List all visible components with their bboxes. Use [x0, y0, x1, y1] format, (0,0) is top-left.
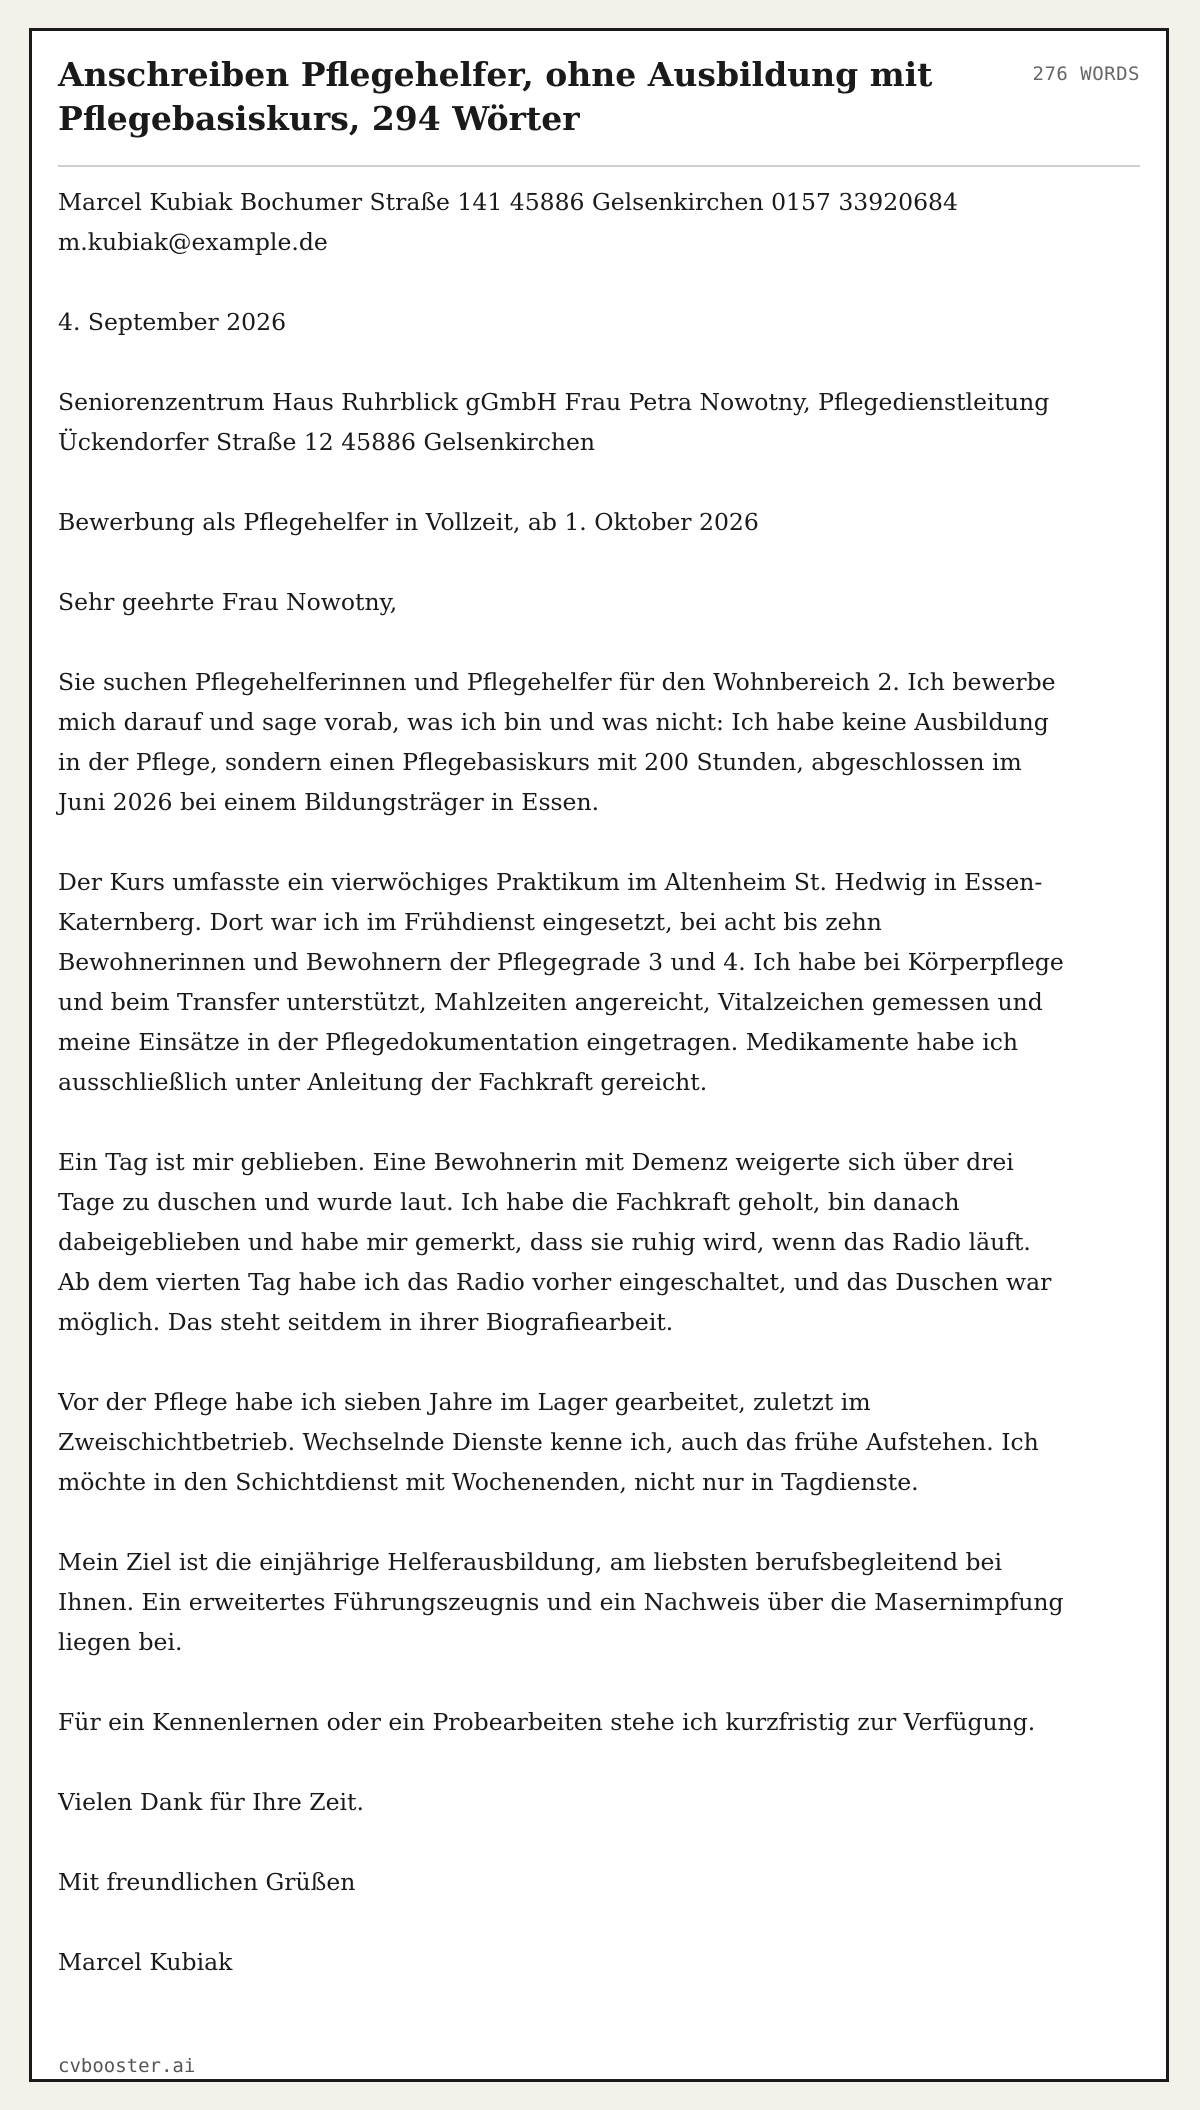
closing: Mit freundlichen Grüßen — [58, 1868, 356, 1896]
paragraph-5: Mein Ziel ist die einjährige Helferausbildung, am liebsten berufsbegleitend bei Ihnen. Ein erweitertes Führungszeugnis und ein Nachweis über die Masernimpfung liegen bei. — [58, 1548, 1064, 1656]
salutation: Sehr geehrte Frau Nowotny, — [58, 588, 398, 616]
paragraph-7: Vielen Dank für Ihre Zeit. — [58, 1788, 364, 1816]
footer-brand: cvbooster.ai — [58, 2055, 196, 2077]
document-header — [58, 53, 1140, 167]
paragraph-1: Sie suchen Pflegehelferinnen und Pflegehelfer für den Wohnbereich 2. Ich bewerbe mich darauf und sage vorab, was ich bin und was nicht: Ich habe keine Ausbildung in der Pflege, sondern einen Pflegebasiskurs mit 200 Stunden, abgeschlossen im Juni 2026 bei einem Bildungsträger in Essen. — [58, 668, 1056, 816]
paragraph-4: Vor der Pflege habe ich sieben Jahre im Lager gearbeitet, zuletzt im Zweischichtbetrieb. Wechselnde Dienste kenne ich, auch das frühe Aufstehen. Ich möchte in den Schichtdienst mit Wochenenden, nicht nur in Tagdienste. — [58, 1388, 1039, 1496]
paragraph-6: Für ein Kennenlernen oder ein Probearbeiten stehe ich kurzfristig zur Verfügung. — [58, 1708, 1036, 1736]
letter-subject: Bewerbung als Pflegehelfer in Vollzeit, ab 1. Oktober 2026 — [58, 508, 759, 536]
letter-date: 4. September 2026 — [58, 308, 287, 336]
letter-body — [58, 167, 1068, 1982]
recipient-address: Seniorenzentrum Haus Ruhrblick gGmbH Frau Petra Nowotny, Pflegedienstleitung Ückendorfer Straße 12 45886 Gelsenkirchen — [58, 388, 1050, 456]
word-count-badge: 276 WORDS — [1032, 63, 1140, 85]
signature-name: Marcel Kubiak — [58, 1948, 233, 1976]
paragraph-2: Der Kurs umfasste ein vierwöchiges Praktikum im Altenheim St. Hedwig in Essen-Katernberg. Dort war ich im Frühdienst eingesetzt, bei acht bis zehn Bewohnerinnen und Bewohnern der Pflegegrade 3 und 4. Ich habe bei Körperpflege und beim Transfer unterstützt, Mahlzeiten angereicht, Vitalzeichen gemessen und meine Einsätze in der Pflegedokumentation eingetragen. Medikamente habe ich ausschließlich unter Anleitung der Fachkraft gereicht. — [58, 868, 1064, 1096]
document-card — [29, 28, 1169, 2082]
paragraph-3: Ein Tag ist mir geblieben. Eine Bewohnerin mit Demenz weigerte sich über drei Tage zu duschen und wurde laut. Ich habe die Fachkraft geholt, bin danach dabeigeblieben und habe mir gemerkt, dass sie ruhig wird, wenn das Radio läuft. Ab dem vierten Tag habe ich das Radio vorher eingeschaltet, und das Duschen war möglich. Das steht seitdem in ihrer Biografiearbeit. — [58, 1148, 1052, 1336]
document-title: Anschreiben Pflegehelfer, ohne Ausbildung mit Pflegebasiskurs, 294 Wörter — [58, 55, 933, 138]
sender-address: Marcel Kubiak Bochumer Straße 141 45886 Gelsenkirchen 0157 33920684 m.kubiak@example.de — [58, 188, 958, 256]
